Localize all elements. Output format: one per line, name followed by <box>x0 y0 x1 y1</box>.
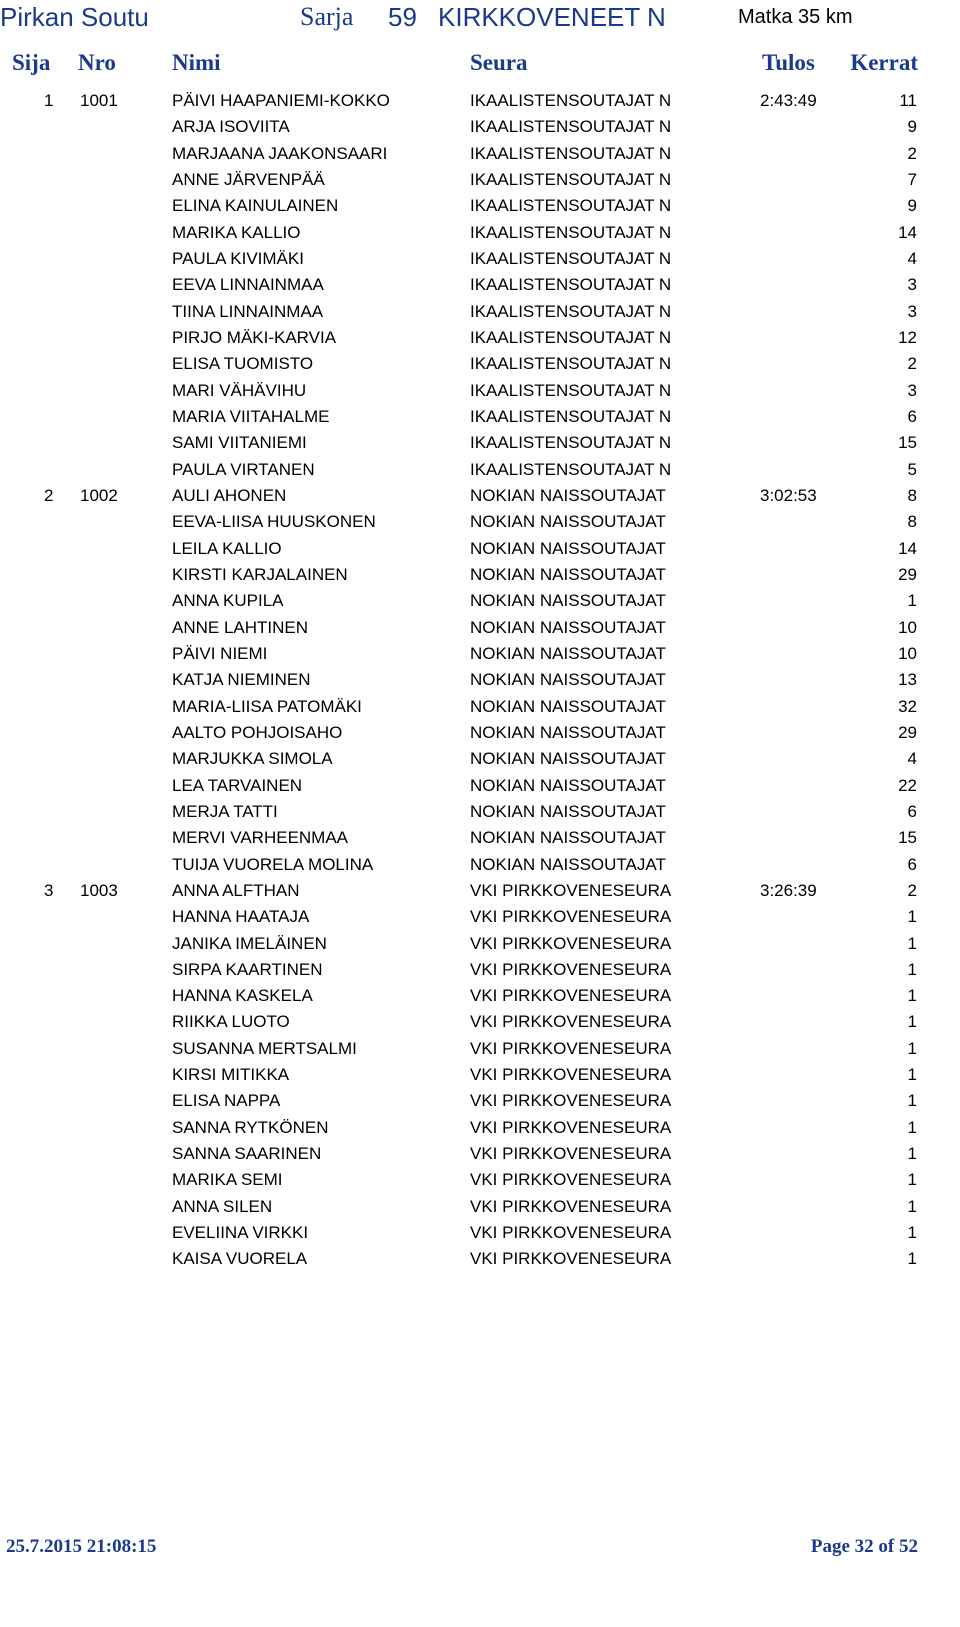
cell-seura: IKAALISTENSOUTAJAT N <box>470 275 672 295</box>
cell-kerrat: 11 <box>899 91 917 110</box>
cell-nimi: MARJUKKA SIMOLA <box>172 749 333 769</box>
cell-seura: IKAALISTENSOUTAJAT N <box>470 196 672 216</box>
cell-nimi: KAISA VUORELA <box>172 1249 308 1269</box>
cell-kerrat: 1 <box>907 1012 917 1032</box>
cell-nro: 1003 <box>80 880 118 900</box>
cell-nimi: ANNE LAHTINEN <box>172 617 309 637</box>
cell-sija: 2 <box>44 485 54 505</box>
cell-seura: VKI PIRKKOVENESEURA <box>470 959 672 979</box>
cell-kerrat: 14 <box>898 222 917 242</box>
cell-seura: IKAALISTENSOUTAJAT N <box>470 248 672 268</box>
cell-nro: 1002 <box>80 485 118 505</box>
cell-nimi: TIINA LINNAINMAA <box>172 301 324 321</box>
cell-nimi: MARIKA SEMI <box>172 1170 283 1190</box>
table-row <box>0 114 960 140</box>
cell-kerrat: 7 <box>907 169 917 189</box>
table-row <box>0 1167 960 1193</box>
table-row <box>0 931 960 957</box>
cell-seura: NOKIAN NAISSOUTAJAT <box>470 828 666 848</box>
cell-seura: VKI PIRKKOVENESEURA <box>470 1117 672 1137</box>
cell-seura: VKI PIRKKOVENESEURA <box>470 1223 672 1243</box>
cell-nimi: HANNA KASKELA <box>172 986 313 1006</box>
table-row <box>0 378 960 404</box>
cell-nimi: MARJAANA JAAKONSAARI <box>172 143 388 163</box>
cell-kerrat: 32 <box>898 696 917 716</box>
table-row <box>0 404 960 430</box>
cell-kerrat: 4 <box>907 749 917 769</box>
cell-kerrat: 3 <box>907 275 917 295</box>
table-row <box>0 746 960 772</box>
table-row <box>0 246 960 272</box>
cell-kerrat: 12 <box>898 327 917 347</box>
table-row <box>0 615 960 641</box>
cell-seura: NOKIAN NAISSOUTAJAT <box>470 485 666 505</box>
table-row <box>0 1062 960 1088</box>
cell-nimi: PÄIVI NIEMI <box>172 643 268 663</box>
table-row <box>0 641 960 667</box>
cell-kerrat: 1 <box>907 959 917 979</box>
cell-seura: VKI PIRKKOVENESEURA <box>470 933 672 953</box>
cell-kerrat: 9 <box>907 196 917 216</box>
table-row <box>0 983 960 1009</box>
cell-seura: VKI PIRKKOVENESEURA <box>470 1091 672 1111</box>
cell-nimi: AALTO POHJOISAHO <box>172 722 343 742</box>
cell-nimi: SANNA SAARINEN <box>172 1144 322 1164</box>
cell-kerrat: 6 <box>907 406 917 426</box>
cell-kerrat: 14 <box>898 538 917 558</box>
table-row <box>0 430 960 456</box>
table-row <box>0 141 960 167</box>
cell-nimi: EVELIINA VIRKKI <box>172 1223 309 1243</box>
table-row <box>0 957 960 983</box>
cell-nimi: ANNA ALFTHAN <box>172 880 300 900</box>
cell-seura: NOKIAN NAISSOUTAJAT <box>470 854 666 874</box>
table-row <box>0 1009 960 1035</box>
table-row <box>0 193 960 219</box>
table-row <box>0 88 960 114</box>
distance: Matka 35 km <box>738 6 853 28</box>
cell-seura: VKI PIRKKOVENESEURA <box>470 907 672 927</box>
cell-kerrat: 8 <box>907 512 917 532</box>
cell-kerrat: 1 <box>907 933 917 953</box>
cell-seura: IKAALISTENSOUTAJAT N <box>470 143 672 163</box>
cell-seura: NOKIAN NAISSOUTAJAT <box>470 617 666 637</box>
class-name: KIRKKOVENEET N <box>438 2 666 32</box>
cell-nimi: PIRJO MÄKI-KARVIA <box>172 327 337 347</box>
cell-nimi: HANNA HAATAJA <box>172 907 310 927</box>
cell-kerrat: 22 <box>898 775 917 795</box>
page-number: Page 32 of 52 <box>810 1536 918 1557</box>
table-row <box>0 1141 960 1167</box>
cell-nimi: EEVA-LIISA HUUSKONEN <box>172 512 376 532</box>
cell-nimi: ANNA KUPILA <box>172 591 284 611</box>
cell-nimi: MARIA VIITAHALME <box>172 406 330 426</box>
cell-kerrat: 1 <box>907 1065 917 1085</box>
cell-nimi: SAMI VIITANIEMI <box>172 433 307 453</box>
cell-seura: IKAALISTENSOUTAJAT N <box>470 222 672 242</box>
column-header-seura: Seura <box>470 50 528 75</box>
cell-nimi: AULI AHONEN <box>172 485 287 505</box>
cell-kerrat: 6 <box>907 854 917 874</box>
table-row <box>0 852 960 878</box>
cell-kerrat: 8 <box>907 485 917 505</box>
cell-seura: IKAALISTENSOUTAJAT N <box>470 327 672 347</box>
cell-nimi: KATJA NIEMINEN <box>172 670 311 690</box>
cell-nimi: SANNA RYTKÖNEN <box>172 1117 329 1137</box>
cell-kerrat: 1 <box>907 986 917 1006</box>
cell-nimi: KIRSTI KARJALAINEN <box>172 564 348 584</box>
cell-tulos: 2:43:49 <box>760 91 817 110</box>
cell-seura: VKI PIRKKOVENESEURA <box>470 986 672 1006</box>
table-row <box>0 536 960 562</box>
cell-kerrat: 1 <box>907 1038 917 1058</box>
cell-nimi: ELISA NAPPA <box>172 1091 281 1111</box>
cell-kerrat: 3 <box>907 301 917 321</box>
cell-seura: IKAALISTENSOUTAJAT N <box>470 433 672 453</box>
cell-kerrat: 1 <box>907 1249 917 1269</box>
column-header-sija: Sija <box>12 50 51 75</box>
cell-kerrat: 29 <box>898 564 917 584</box>
cell-kerrat: 1 <box>907 1196 917 1216</box>
cell-seura: NOKIAN NAISSOUTAJAT <box>470 696 666 716</box>
cell-seura: NOKIAN NAISSOUTAJAT <box>470 775 666 795</box>
table-row <box>0 299 960 325</box>
cell-kerrat: 9 <box>907 117 917 137</box>
cell-nimi: JANIKA IMELÄINEN <box>172 933 327 953</box>
cell-kerrat: 2 <box>907 143 917 163</box>
cell-nro: 1001 <box>80 91 118 110</box>
table-row <box>0 325 960 351</box>
cell-seura: NOKIAN NAISSOUTAJAT <box>470 801 666 821</box>
cell-seura: NOKIAN NAISSOUTAJAT <box>470 512 666 532</box>
cell-seura: IKAALISTENSOUTAJAT N <box>470 169 672 189</box>
table-row <box>0 483 960 509</box>
cell-kerrat: 1 <box>907 591 917 611</box>
table-row <box>0 825 960 851</box>
column-headers <box>0 50 960 84</box>
cell-seura: VKI PIRKKOVENESEURA <box>470 1144 672 1164</box>
cell-kerrat: 15 <box>898 828 917 848</box>
cell-kerrat: 1 <box>907 1091 917 1111</box>
table-row <box>0 799 960 825</box>
cell-nimi: LEILA KALLIO <box>172 538 282 558</box>
results-table <box>0 88 960 1273</box>
cell-kerrat: 5 <box>907 459 917 479</box>
cell-nimi: MARIA-LIISA PATOMÄKI <box>172 696 362 716</box>
cell-kerrat: 4 <box>907 248 917 268</box>
cell-kerrat: 2 <box>907 354 917 374</box>
cell-nimi: ARJA ISOVIITA <box>172 117 290 137</box>
cell-kerrat: 3 <box>907 380 917 400</box>
cell-seura: VKI PIRKKOVENESEURA <box>470 1249 672 1269</box>
cell-seura: NOKIAN NAISSOUTAJAT <box>470 538 666 558</box>
cell-kerrat: 1 <box>907 1117 917 1137</box>
cell-kerrat: 29 <box>898 722 917 742</box>
table-row <box>0 1220 960 1246</box>
table-row <box>0 694 960 720</box>
cell-kerrat: 6 <box>907 801 917 821</box>
cell-kerrat: 15 <box>898 433 917 453</box>
cell-seura: NOKIAN NAISSOUTAJAT <box>470 643 666 663</box>
page-header <box>0 0 960 36</box>
cell-tulos: 3:02:53 <box>760 485 817 505</box>
cell-nimi: ELINA KAINULAINEN <box>172 196 339 216</box>
cell-sija: 3 <box>44 880 54 900</box>
table-row <box>0 1194 960 1220</box>
table-row <box>0 773 960 799</box>
cell-kerrat: 13 <box>898 670 917 690</box>
cell-seura: VKI PIRKKOVENESEURA <box>470 1012 672 1032</box>
cell-seura: IKAALISTENSOUTAJAT N <box>470 117 672 137</box>
table-row <box>0 351 960 377</box>
table-row <box>0 667 960 693</box>
cell-seura: IKAALISTENSOUTAJAT N <box>470 380 672 400</box>
cell-seura: IKAALISTENSOUTAJAT N <box>470 91 672 110</box>
cell-seura: IKAALISTENSOUTAJAT N <box>470 406 672 426</box>
cell-kerrat: 1 <box>907 1170 917 1190</box>
cell-sija: 1 <box>44 91 54 110</box>
cell-nimi: LEA TARVAINEN <box>172 775 303 795</box>
cell-nimi: RIIKKA LUOTO <box>172 1012 290 1032</box>
cell-seura: VKI PIRKKOVENESEURA <box>470 1065 672 1085</box>
cell-nimi: PAULA VIRTANEN <box>172 459 315 479</box>
cell-seura: NOKIAN NAISSOUTAJAT <box>470 722 666 742</box>
cell-nimi: MERJA TATTI <box>172 801 278 821</box>
table-row <box>0 1036 960 1062</box>
cell-nimi: ANNA SILEN <box>172 1196 273 1216</box>
cell-seura: IKAALISTENSOUTAJAT N <box>470 301 672 321</box>
cell-nimi: PÄIVI HAAPANIEMI-KOKKO <box>172 91 390 110</box>
cell-seura: VKI PIRKKOVENESEURA <box>470 1196 672 1216</box>
cell-seura: NOKIAN NAISSOUTAJAT <box>470 564 666 584</box>
cell-seura: NOKIAN NAISSOUTAJAT <box>470 591 666 611</box>
table-row <box>0 588 960 614</box>
table-row <box>0 220 960 246</box>
page-footer <box>0 1536 960 1562</box>
table-row <box>0 457 960 483</box>
class-number: 59 <box>388 2 417 32</box>
column-header-nro: Nro <box>78 50 116 75</box>
cell-kerrat: 10 <box>898 643 917 663</box>
column-header-nimi: Nimi <box>172 50 221 75</box>
table-row <box>0 562 960 588</box>
cell-seura: IKAALISTENSOUTAJAT N <box>470 459 672 479</box>
cell-nimi: ELISA TUOMISTO <box>172 354 314 374</box>
cell-seura: NOKIAN NAISSOUTAJAT <box>470 749 666 769</box>
cell-nimi: MARI VÄHÄVIHU <box>172 380 307 400</box>
cell-kerrat: 1 <box>907 1223 917 1243</box>
table-row <box>0 1088 960 1114</box>
table-row <box>0 878 960 904</box>
sarja-label: Sarja <box>300 2 354 31</box>
table-row <box>0 1115 960 1141</box>
cell-seura: VKI PIRKKOVENESEURA <box>470 880 672 900</box>
cell-seura: VKI PIRKKOVENESEURA <box>470 1170 672 1190</box>
cell-nimi: EEVA LINNAINMAA <box>172 275 324 295</box>
cell-nimi: ANNE JÄRVENPÄÄ <box>172 169 325 189</box>
table-row <box>0 167 960 193</box>
cell-nimi: SUSANNA MERTSALMI <box>172 1038 357 1058</box>
cell-kerrat: 10 <box>898 617 917 637</box>
cell-kerrat: 2 <box>907 880 917 900</box>
table-row <box>0 904 960 930</box>
table-row <box>0 720 960 746</box>
cell-nimi: KIRSI MITIKKA <box>172 1065 290 1085</box>
column-header-tulos: Tulos <box>762 50 815 75</box>
table-row <box>0 1246 960 1272</box>
cell-tulos: 3:26:39 <box>760 880 817 900</box>
cell-nimi: TUIJA VUORELA MOLINA <box>172 854 374 874</box>
column-header-kerrat: Kerrat <box>850 50 918 75</box>
table-row <box>0 509 960 535</box>
event-title: Pirkan Soutu <box>0 2 149 32</box>
cell-seura: IKAALISTENSOUTAJAT N <box>470 354 672 374</box>
cell-seura: NOKIAN NAISSOUTAJAT <box>470 670 666 690</box>
cell-nimi: SIRPA KAARTINEN <box>172 959 323 979</box>
cell-nimi: MARIKA KALLIO <box>172 222 301 242</box>
cell-seura: VKI PIRKKOVENESEURA <box>470 1038 672 1058</box>
cell-nimi: PAULA KIVIMÄKI <box>172 248 304 268</box>
print-timestamp: 25.7.2015 21:08:15 <box>6 1536 157 1557</box>
cell-kerrat: 1 <box>907 907 917 927</box>
cell-kerrat: 1 <box>907 1144 917 1164</box>
cell-nimi: MERVI VARHEENMAA <box>172 828 349 848</box>
table-row <box>0 272 960 298</box>
